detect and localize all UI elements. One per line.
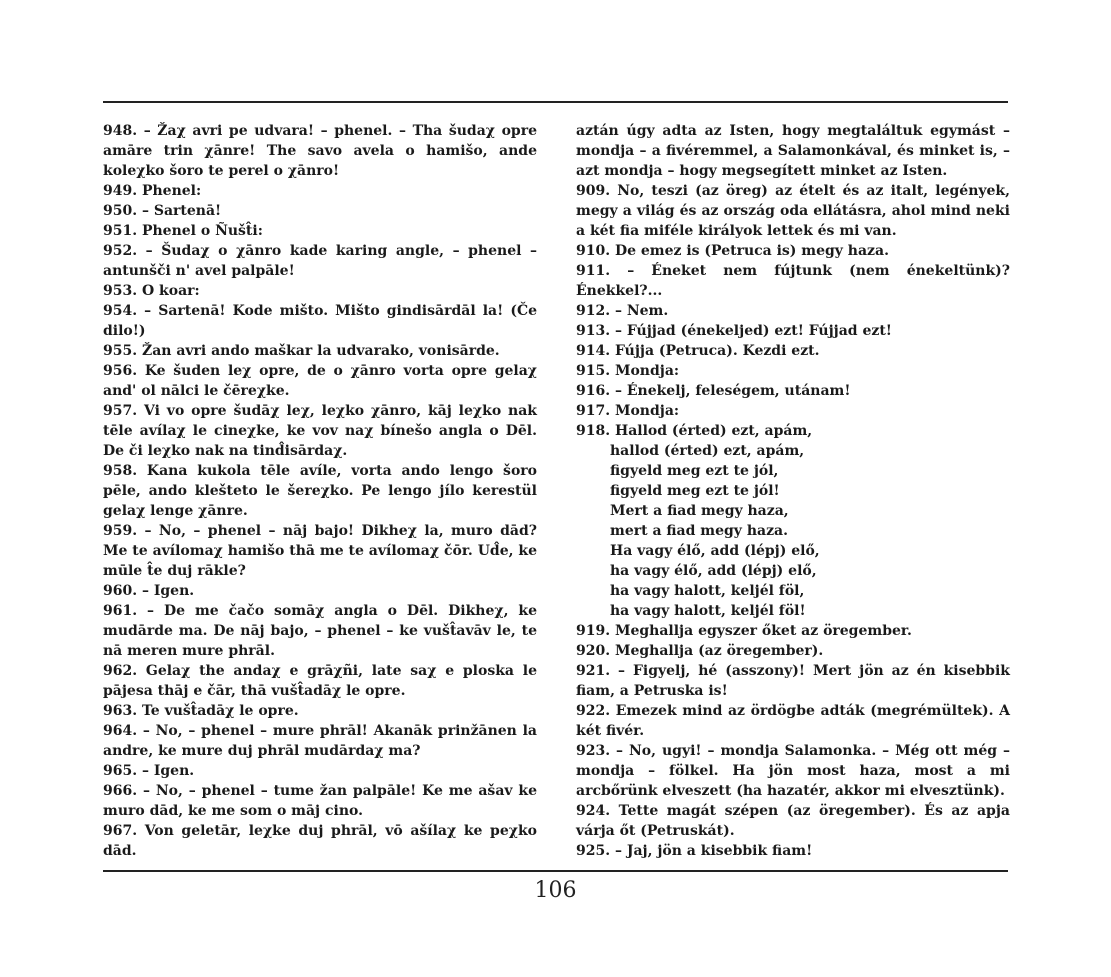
page-number: 106 [534,878,577,903]
verse-line: ha vagy halott, keljél föl! [610,603,806,619]
verse-line: Ha vagy élő, add (lépj) elő, [610,543,820,559]
paragraph: 958. Kana kukola tēle avíle, vorta ando lengo šoro pēle, ando klešteto le šereχko. Pe lengo jílo kerestül gelaχ lenge χānre. [103,463,537,519]
paragraph: 911. – Éneket nem fújtunk (nem énekeltünk)? Énekkel?... [576,263,1010,299]
paragraph: 922. Emezek mind az ördögbe adták (megrémültek). A két fivér. [576,703,1010,739]
paragraph: 966. – No, – phenel – tume žan palpāle! Ke me ašav ke muro dād, ke me som o māj cino. [103,783,537,819]
verse-line: Mert a fiad megy haza, [610,503,789,519]
verse-line: ha vagy élő, add (lépj) elő, [610,563,817,579]
paragraph: 921. – Figyelj, hé (asszony)! Mert jön az én kisebbik fiam, a Petruska is! [576,663,1010,699]
paragraph: 923. – No, ugyi! – mondja Salamonka. – Még ott még – mondja – fölkel. Ha jön most haza, most a mi arcbőrünk elveszett (ha hazatér, akkor mi elvesztünk). [576,743,1010,799]
paragraph: 916. – Énekelj, feleségem, utánam! [576,383,851,399]
paragraph: 919. Meghallja egyszer őket az öregember. [576,623,912,639]
paragraph: 956. Ke šuden leχ opre, de o χānro vorta opre gelaχ and' ol nālci le čēreχke. [103,363,537,399]
paragraph: 954. – Sartenā! Kode mišto. Mišto gindisārdāl la! (Če dilo!) [103,303,537,339]
right-text-column [576,121,1010,861]
paragraph: 913. – Fújjad (énekeljed) ezt! Fújjad ezt! [576,323,892,339]
paragraph: 959. – No, – phenel – nāj bajo! Dikheχ la, muro dād? Me te avílomaχ hamišo thā me te avílomaχ čōr. Ud̂e, ke mūle t̂e duj rākle? [103,523,537,579]
top-rule [103,101,1008,103]
paragraph: 910. De emez is (Petruca is) megy haza. [576,243,889,259]
paragraph: 909. No, teszi (az öreg) az ételt és az italt, legények, megy a világ és az ország oda ellátásra, ahol mind neki a két fia miféle királyok lettek és mi van. [576,183,1010,239]
paragraph: 948. – Žaχ avri pe udvara! – phenel. – Tha šudaχ opre amāre trin χānre! The savo avela o hamišo, ande koleχko šoro te perel o χānro! [103,123,537,179]
paragraph: 953. O koar: [103,283,200,299]
paragraph: 950. – Sartenā! [103,203,222,219]
paragraph: aztán úgy adta az Isten, hogy megtaláltuk egymást – mondja – a fivéremmel, a Salamonkával, és minket is, – azt mondja – hogy megsegített minket az Isten. [576,123,1010,179]
paragraph: 918. Hallod (érted) ezt, apám, [576,423,813,439]
paragraph: 949. Phenel: [103,183,202,199]
left-text-column [103,121,537,861]
paragraph: 951. Phenel o Ñušt̂i: [103,223,263,239]
paragraph: 920. Meghallja (az öregember). [576,643,824,659]
verse-line: figyeld meg ezt te jól, [610,463,779,479]
paragraph: 962. Gelaχ the andaχ e grāχñi, late saχ e ploska le pājesa thāj e čār, thā vušt̂adāχ le opre. [103,663,537,699]
paragraph: 955. Žan avri ando maškar la udvarako, vonisārde. [103,343,500,359]
paragraph: 925. – Jaj, jön a kisebbik fiam! [576,843,813,859]
verse-line: hallod (érted) ezt, apám, [610,443,805,459]
paragraph: 957. Vi vo opre šudāχ leχ, leχko χānro, kāj leχko nak tēle avílaχ le cineχke, ke vov naχ bínešo angla o Dēl. De či leχko nak na tind̂isārdaχ. [103,403,537,459]
paragraph: 912. – Nem. [576,303,669,319]
verse-line: figyeld meg ezt te jól! [610,483,780,499]
verse-line: ha vagy halott, keljél föl, [610,583,805,599]
paragraph: 960. – Igen. [103,583,195,599]
paragraph: 915. Mondja: [576,363,680,379]
paragraph: 924. Tette magát szépen (az öregember). És az apja várja őt (Petruskát). [576,803,1010,839]
paragraph: 961. – De me čačo somāχ angla o Dēl. Dikheχ, ke mudārde ma. De nāj bajo, – phenel – ke vušt̂avāv le, te nā meren mure phrāl. [103,603,537,659]
paragraph: 917. Mondja: [576,403,680,419]
paragraph: 965. – Igen. [103,763,195,779]
paragraph: 963. Te vušt̂adāχ le opre. [103,703,299,719]
verse-line: mert a fiad megy haza. [610,523,788,539]
paragraph: 914. Fújja (Petruca). Kezdi ezt. [576,343,820,359]
bottom-rule [103,870,1008,872]
paragraph: 952. – Šudaχ o χānro kade karing angle, – phenel – antunšči n' avel palpāle! [103,243,537,279]
paragraph: 964. – No, – phenel – mure phrāl! Akanāk prinžānen la andre, ke mure duj phrāl mudārdaχ ma? [103,723,537,759]
paragraph: 967. Von geletār, leχke duj phrāl, vō ašílaχ ke peχko dād. [103,823,537,859]
